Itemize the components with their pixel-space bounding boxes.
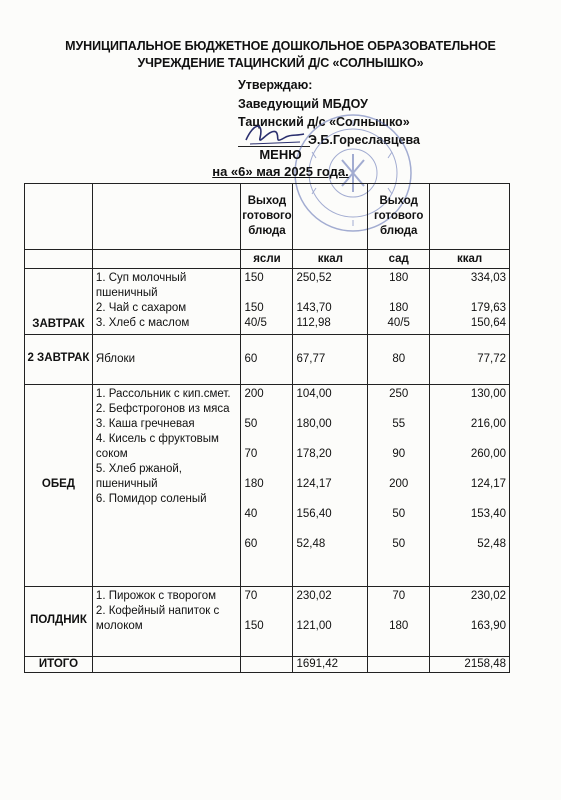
yield: 180 bbox=[389, 620, 409, 632]
kcal: 178,20 bbox=[296, 448, 332, 460]
col-kcal-nursery: ккал bbox=[293, 250, 368, 269]
meal-row-second-breakfast bbox=[25, 335, 510, 385]
dish: 2. Бефстрогонов из мяса bbox=[95, 403, 230, 415]
kcal: 52,48 bbox=[477, 538, 506, 550]
kcal: 250,52 bbox=[296, 272, 332, 284]
menu-table bbox=[24, 183, 510, 673]
meal-name: ПОЛДНИК bbox=[25, 587, 93, 657]
kcal: 216,00 bbox=[470, 418, 506, 430]
nursery-yields bbox=[241, 587, 293, 657]
meal-row-snack bbox=[25, 587, 510, 657]
dish: 1. Пирожок с творогом bbox=[95, 590, 216, 602]
yield: 50 bbox=[392, 538, 406, 550]
meal-name: ЗАВТРАК bbox=[25, 269, 93, 335]
kcal: 143,70 bbox=[296, 302, 332, 314]
meal-row-lunch bbox=[25, 385, 510, 587]
nursery-kcal bbox=[293, 269, 368, 335]
yield: 200 bbox=[389, 478, 409, 490]
kcal: 156,40 bbox=[296, 508, 332, 520]
dish-list bbox=[92, 269, 241, 335]
total-garden-kcal: 2158,48 bbox=[430, 657, 510, 673]
total-nursery-kcal: 1691,42 bbox=[293, 657, 368, 673]
head-org: Тацинский д/с «Солнышко» bbox=[238, 115, 410, 129]
meal-row-breakfast bbox=[25, 269, 510, 335]
garden-yields bbox=[368, 587, 430, 657]
yield: 200 bbox=[244, 388, 264, 400]
total-row bbox=[25, 657, 510, 673]
kcal: 130,00 bbox=[470, 388, 506, 400]
yield: 50 bbox=[392, 508, 406, 520]
kcal: 52,48 bbox=[296, 538, 326, 550]
yield: 70 bbox=[392, 590, 406, 602]
yield: 180 bbox=[389, 272, 409, 284]
yield: 80 bbox=[392, 353, 406, 365]
kcal: 67,77 bbox=[296, 353, 326, 365]
kcal: 77,72 bbox=[477, 353, 506, 365]
yield: 50 bbox=[244, 418, 258, 430]
nursery-kcal bbox=[293, 587, 368, 657]
approve-label: Утверждаю: bbox=[238, 78, 313, 92]
garden-kcal bbox=[430, 269, 510, 335]
menu-title: МЕНЮ bbox=[259, 147, 302, 162]
kcal: 163,90 bbox=[470, 620, 506, 632]
nursery-kcal bbox=[293, 335, 368, 385]
dish-list bbox=[92, 587, 241, 657]
header-row bbox=[25, 184, 510, 250]
kcal: 150,64 bbox=[470, 317, 506, 329]
kcal: 230,02 bbox=[470, 590, 506, 602]
nursery-yields bbox=[241, 269, 293, 335]
kcal: 112,98 bbox=[296, 317, 331, 329]
yield: 150 bbox=[244, 620, 264, 632]
yield: 150 bbox=[244, 272, 264, 284]
column-header-row bbox=[25, 250, 510, 269]
kcal: 124,17 bbox=[296, 478, 332, 490]
kcal: 153,40 bbox=[470, 508, 506, 520]
garden-yields bbox=[368, 385, 430, 587]
dish: Яблоки bbox=[95, 353, 135, 365]
dish: 2. Кофейный напиток с молоком bbox=[95, 605, 220, 632]
garden-kcal bbox=[430, 385, 510, 587]
org-name-line1: МУНИЦИПАЛЬНОЕ БЮДЖЕТНОЕ ДОШКОЛЬНОЕ ОБРАЗОВАТЕЛЬНОЕ bbox=[65, 39, 496, 53]
kcal: 124,17 bbox=[470, 478, 506, 490]
yield: 60 bbox=[244, 538, 258, 550]
yield: 55 bbox=[392, 418, 406, 430]
meal-name: 2 ЗАВТРАК bbox=[25, 335, 93, 385]
yield: 60 bbox=[244, 353, 258, 365]
kcal: 179,63 bbox=[470, 302, 506, 314]
dish: 3. Хлеб с маслом bbox=[95, 317, 190, 329]
garden-kcal bbox=[430, 587, 510, 657]
menu-date: на «6» мая 2025 года. bbox=[212, 164, 349, 179]
yield: 40 bbox=[244, 508, 258, 520]
yield-header-nursery: Выход готового блюда bbox=[241, 184, 293, 250]
garden-yields bbox=[368, 269, 430, 335]
garden-yields bbox=[368, 335, 430, 385]
org-name-line2: УЧРЕЖДЕНИЕ ТАЦИНСКИЙ Д/С «СОЛНЫШКО» bbox=[137, 56, 424, 70]
yield: 250 bbox=[389, 388, 409, 400]
dish: 1. Рассольник с кип.смет. bbox=[95, 388, 231, 400]
yield: 90 bbox=[392, 448, 406, 460]
dish: 5. Хлеб ржаной, пшеничный bbox=[95, 463, 182, 490]
dish-list bbox=[92, 385, 241, 587]
dish-list bbox=[92, 335, 241, 385]
kcal: 121,00 bbox=[296, 620, 332, 632]
dish: 1. Суп молочный пшеничный bbox=[95, 272, 187, 299]
kcal: 180,00 bbox=[296, 418, 332, 430]
dish: 6. Помидор соленый bbox=[95, 493, 207, 505]
yield: 180 bbox=[244, 478, 264, 490]
kcal: 104,00 bbox=[296, 388, 332, 400]
yield: 40/5 bbox=[244, 317, 267, 329]
yield: 70 bbox=[244, 448, 258, 460]
yield-header-garden: Выход готового блюда bbox=[368, 184, 430, 250]
nursery-kcal bbox=[293, 385, 368, 587]
meal-name: ОБЕД bbox=[25, 385, 93, 587]
col-garden: сад bbox=[368, 250, 430, 269]
col-kcal-garden: ккал bbox=[430, 250, 510, 269]
kcal: 230,02 bbox=[296, 590, 332, 602]
nursery-yields bbox=[241, 385, 293, 587]
kcal: 260,00 bbox=[470, 448, 506, 460]
head-title: Заведующий МБДОУ bbox=[238, 97, 368, 111]
dish: 4. Кисель с фруктовым соком bbox=[95, 433, 219, 460]
yield: 70 bbox=[244, 590, 258, 602]
yield: 40/5 bbox=[387, 317, 410, 329]
yield: 180 bbox=[389, 302, 409, 314]
dish: 3. Каша гречневая bbox=[95, 418, 195, 430]
dish: 2. Чай с сахаром bbox=[95, 302, 187, 314]
total-label: ИТОГО bbox=[25, 657, 93, 673]
kcal: 334,03 bbox=[470, 272, 506, 284]
col-nursery: ясли bbox=[241, 250, 293, 269]
head-name: Э.Б.Гореславцева bbox=[308, 133, 420, 147]
yield: 150 bbox=[244, 302, 264, 314]
nursery-yields bbox=[241, 335, 293, 385]
garden-kcal bbox=[430, 335, 510, 385]
